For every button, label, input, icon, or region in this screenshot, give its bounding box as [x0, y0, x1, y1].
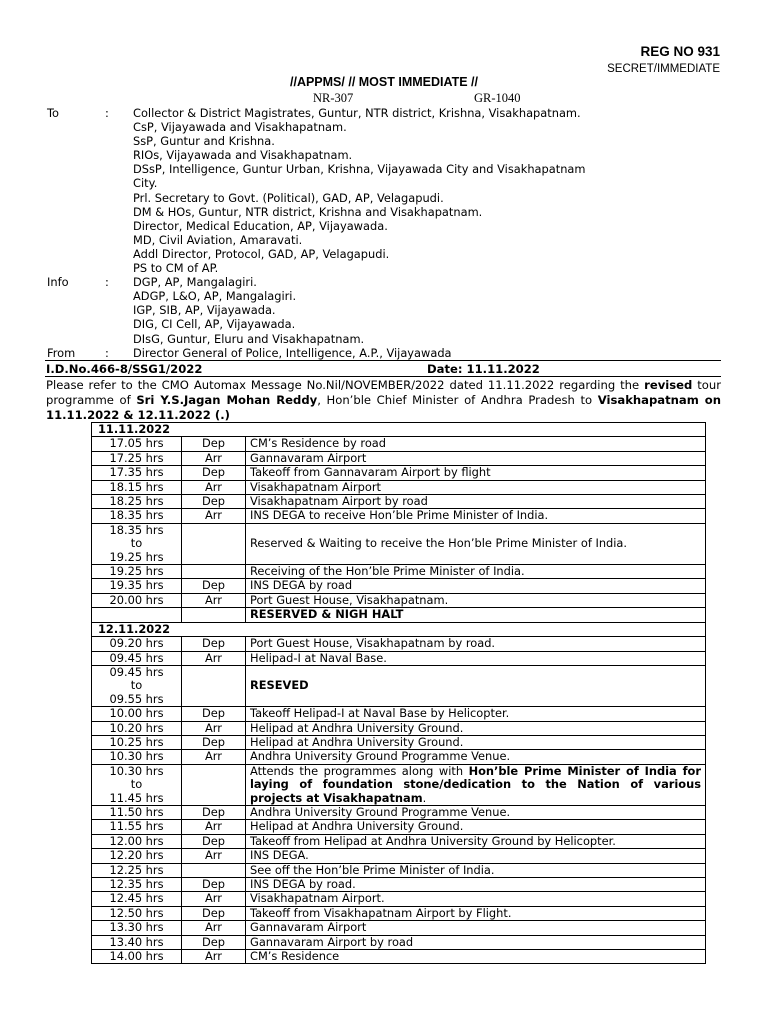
text-run: Hon’ble Prime Minister of India for laying of foundation stone/dedication to the Nation of various projects at Visakhapatnam: [250, 763, 702, 805]
table-row: [92, 906, 706, 920]
table-row: [92, 863, 706, 877]
table-row: [92, 509, 706, 523]
time-range-cell: [92, 665, 182, 706]
mode-cell: [182, 565, 246, 579]
mode-cell: Arr: [182, 721, 246, 735]
address-block: [0, 106, 768, 360]
colon: :: [105, 106, 109, 120]
nr-number: NR-307: [313, 91, 354, 105]
mode-cell: Dep: [182, 878, 246, 892]
table-row: [92, 665, 706, 706]
table-row: [92, 820, 706, 834]
time-start: 09.45 hrs: [109, 664, 164, 679]
to-recipient: Director, Medical Education, AP, Vijayawada.: [133, 218, 388, 233]
day-heading: 12.11.2022: [92, 622, 706, 636]
colon: :: [105, 345, 109, 360]
time-cell: 19.35 hrs: [92, 579, 182, 593]
mode-cell: Arr: [182, 750, 246, 764]
time-cell: 13.40 hrs: [92, 935, 182, 949]
divider: [45, 360, 721, 361]
time-cell: 09.45 hrs: [92, 651, 182, 665]
mode-cell: Dep: [182, 579, 246, 593]
to-recipient: Collector & District Magistrates, Guntur, NTR district, Krishna, Visakhapatnam.: [133, 106, 581, 120]
time-end: 09.55 hrs: [109, 691, 164, 706]
desc-cell: INS DEGA by road.: [246, 878, 706, 892]
address-line: [0, 261, 768, 275]
time-cell: 11.55 hrs: [92, 820, 182, 834]
time-end: 11.45 hrs: [109, 790, 164, 805]
table-row: [92, 593, 706, 607]
desc-cell: Takeoff Helipad-I at Naval Base by Helicopter.: [246, 707, 706, 721]
time-cell: 13.30 hrs: [92, 921, 182, 935]
mode-cell: Dep: [182, 437, 246, 451]
table-row: [92, 637, 706, 651]
to-recipient: DSsP, Intelligence, Guntur Urban, Krishna, Vijayawada City and Visakhapatnam: [133, 162, 586, 177]
to-recipient: RIOs, Vijayawada and Visakhapatnam.: [133, 148, 353, 163]
text-run: Visakhapatnam on 11.11.2022 & 12.11.2022 (.): [46, 392, 721, 422]
address-line: [0, 332, 768, 346]
colon: :: [105, 275, 109, 290]
desc-cell: INS DEGA by road: [246, 579, 706, 593]
info-recipient: ADGP, L&O, AP, Mangalagiri.: [133, 289, 297, 304]
mode-cell: Arr: [182, 849, 246, 863]
time-cell: 12.45 hrs: [92, 892, 182, 906]
desc-cell: CM’s Residence: [246, 950, 706, 964]
table-row: [92, 805, 706, 819]
desc-cell: Takeoff from Visakhapatnam Airport by Flight.: [246, 906, 706, 920]
to-recipient: MD, Civil Aviation, Amaravati.: [133, 232, 303, 247]
time-cell: 11.50 hrs: [92, 805, 182, 819]
table-row: [92, 480, 706, 494]
classification-label: SECRET/IMMEDIATE: [607, 63, 720, 75]
body-paragraph: [46, 378, 721, 422]
mode-cell: [182, 665, 246, 706]
table-row: [92, 721, 706, 735]
day-heading: 11.11.2022: [92, 423, 706, 437]
schedule-table: [91, 422, 706, 964]
table-row: [92, 466, 706, 480]
time-cell: 20.00 hrs: [92, 593, 182, 607]
address-line: [0, 134, 768, 148]
desc-cell: Andhra University Ground Programme Venue.: [246, 750, 706, 764]
desc-cell: Helipad at Andhra University Ground.: [246, 735, 706, 749]
mode-cell: Dep: [182, 466, 246, 480]
desc-cell: See off the Hon’ble Prime Minister of India.: [246, 863, 706, 877]
time-cell: 10.25 hrs: [92, 735, 182, 749]
to-recipient: City.: [133, 176, 158, 191]
table-row: [92, 437, 706, 451]
text-run: Please refer to the CMO Automax Message No.Nil/NOVEMBER/2022 dated 11.11.2022 regarding the: [46, 378, 645, 392]
desc-cell: RESEVED: [246, 665, 706, 706]
time-cell: 10.30 hrs: [92, 750, 182, 764]
desc-cell: Visakhapatnam Airport by road: [246, 495, 706, 509]
time-cell: 10.20 hrs: [92, 721, 182, 735]
to-recipient: PS to CM of AP.: [133, 261, 219, 276]
to-recipient: Prl. Secretary to Govt. (Political), GAD, AP, Velagapudi.: [133, 190, 444, 205]
mode-cell: [182, 764, 246, 805]
mode-cell: Arr: [182, 651, 246, 665]
text-run: Sri Y.S.Jagan Mohan Reddy: [136, 392, 318, 407]
time-cell: 12.25 hrs: [92, 863, 182, 877]
mode-cell: Dep: [182, 495, 246, 509]
text-run: Attends the programmes along with: [250, 763, 469, 778]
desc-cell: Port Guest House, Visakhapatnam.: [246, 593, 706, 607]
desc-cell: Takeoff from Helipad at Andhra University Ground by Helicopter.: [246, 834, 706, 848]
mode-cell: Arr: [182, 892, 246, 906]
time-cell: 12.35 hrs: [92, 878, 182, 892]
mode-cell: Arr: [182, 921, 246, 935]
mode-cell: [182, 608, 246, 622]
desc-cell: Visakhapatnam Airport: [246, 480, 706, 494]
table-row: [92, 707, 706, 721]
mode-cell: [182, 863, 246, 877]
desc-cell: Andhra University Ground Programme Venue.: [246, 805, 706, 819]
desc-cell: Port Guest House, Visakhapatnam by road.: [246, 637, 706, 651]
address-line: [0, 247, 768, 261]
desc-cell: Reserved & Waiting to receive the Hon’ble Prime Minister of India.: [246, 523, 706, 564]
time-start: 10.30 hrs: [109, 763, 164, 778]
mode-cell: Arr: [182, 509, 246, 523]
mode-cell: Arr: [182, 593, 246, 607]
time-to: to: [130, 536, 143, 551]
address-line: [0, 219, 768, 233]
text-run: , Hon’ble Chief Minister of Andhra Pradesh to: [317, 392, 598, 407]
info-recipient: DGP, AP, Mangalagiri.: [133, 275, 257, 290]
table-row: [92, 764, 706, 805]
reg-number: REG NO 931: [640, 44, 720, 59]
table-row: [92, 735, 706, 749]
time-cell: 19.25 hrs: [92, 565, 182, 579]
time-cell: 17.35 hrs: [92, 466, 182, 480]
time-cell: 10.00 hrs: [92, 707, 182, 721]
message-title: //APPMS/ // MOST IMMEDIATE //: [290, 75, 478, 89]
desc-cell: INS DEGA.: [246, 849, 706, 863]
to-recipient: Addl Director, Protocol, GAD, AP, Velagapudi.: [133, 246, 390, 261]
info-label: Info: [47, 275, 69, 290]
mode-cell: Dep: [182, 637, 246, 651]
info-recipient: IGP, SIB, AP, Vijayawada.: [133, 303, 276, 318]
mode-cell: [182, 523, 246, 564]
time-cell: 18.35 hrs: [92, 509, 182, 523]
mode-cell: Dep: [182, 935, 246, 949]
time-range-cell: [92, 523, 182, 564]
desc-cell: Helipad-I at Naval Base.: [246, 651, 706, 665]
mode-cell: Arr: [182, 451, 246, 465]
mode-cell: Arr: [182, 950, 246, 964]
text-run: revised: [644, 378, 693, 392]
time-cell: 12.50 hrs: [92, 906, 182, 920]
date-row: [92, 423, 706, 437]
text-run: .: [422, 790, 427, 805]
desc-cell: Helipad at Andhra University Ground.: [246, 820, 706, 834]
mode-cell: Arr: [182, 480, 246, 494]
time-cell: 17.05 hrs: [92, 437, 182, 451]
address-line: [0, 289, 768, 303]
mode-cell: Dep: [182, 707, 246, 721]
desc-cell: RESERVED & NIGH HALT: [246, 608, 706, 622]
gr-number: GR-1040: [474, 91, 521, 105]
time-range-cell: [92, 764, 182, 805]
address-line: [0, 148, 768, 162]
time-cell: 09.20 hrs: [92, 637, 182, 651]
time-cell: [92, 608, 182, 622]
text-run: tour programme of: [46, 378, 721, 407]
table-row: [92, 651, 706, 665]
desc-cell: Receiving of the Hon’ble Prime Minister of India.: [246, 565, 706, 579]
desc-cell: [246, 764, 706, 805]
desc-cell: INS DEGA to receive Hon’ble Prime Minister of India.: [246, 509, 706, 523]
table-row: [92, 523, 706, 564]
time-cell: 12.00 hrs: [92, 834, 182, 848]
address-line: [0, 233, 768, 247]
table-row: [92, 849, 706, 863]
mode-cell: Dep: [182, 805, 246, 819]
table-row: [92, 565, 706, 579]
mode-cell: Arr: [182, 820, 246, 834]
to-recipient: DM & HOs, Guntur, NTR district, Krishna and Visakhapatnam.: [133, 204, 483, 219]
time-end: 19.25 hrs: [109, 549, 164, 564]
table-row: [92, 750, 706, 764]
mode-cell: Dep: [182, 735, 246, 749]
address-line: [0, 176, 768, 190]
to-label: To: [47, 106, 59, 120]
table-row: [92, 608, 706, 622]
table-row: [92, 878, 706, 892]
time-to: to: [130, 678, 143, 693]
table-row: [92, 451, 706, 465]
time-cell: 17.25 hrs: [92, 451, 182, 465]
address-line: [0, 205, 768, 219]
table-row: [92, 921, 706, 935]
address-line: [0, 275, 768, 289]
address-line: [0, 120, 768, 134]
message-date: Date: 11.11.2022: [427, 362, 540, 376]
from-label: From: [47, 345, 76, 360]
table-row: [92, 950, 706, 964]
info-recipient: DIG, CI Cell, AP, Vijayawada.: [133, 317, 296, 332]
mode-cell: Dep: [182, 834, 246, 848]
table-row: [92, 935, 706, 949]
address-line: [0, 346, 768, 360]
table-row: [92, 579, 706, 593]
address-line: [0, 106, 768, 120]
table-row: [92, 495, 706, 509]
mode-cell: Dep: [182, 906, 246, 920]
desc-cell: Visakhapatnam Airport.: [246, 892, 706, 906]
desc-cell: Takeoff from Gannavaram Airport by flight: [246, 466, 706, 480]
desc-cell: Gannavaram Airport: [246, 921, 706, 935]
table-row: [92, 834, 706, 848]
desc-cell: Gannavaram Airport: [246, 451, 706, 465]
table-row: [92, 892, 706, 906]
time-start: 18.35 hrs: [109, 522, 164, 537]
desc-cell: Helipad at Andhra University Ground.: [246, 721, 706, 735]
time-cell: 14.00 hrs: [92, 950, 182, 964]
time-cell: 18.15 hrs: [92, 480, 182, 494]
divider: [45, 376, 721, 377]
time-to: to: [130, 777, 143, 792]
from-sender: Director General of Police, Intelligence, A.P., Vijayawada: [133, 345, 452, 360]
desc-cell: CM’s Residence by road: [246, 437, 706, 451]
time-cell: 12.20 hrs: [92, 849, 182, 863]
desc-cell: Gannavaram Airport by road: [246, 935, 706, 949]
to-recipient: SsP, Guntur and Krishna.: [133, 134, 275, 149]
address-line: [0, 303, 768, 317]
info-recipient: DIsG, Guntur, Eluru and Visakhapatnam.: [133, 331, 365, 346]
address-line: [0, 191, 768, 205]
date-row: [92, 622, 706, 636]
to-recipient: CsP, Vijayawada and Visakhapatnam.: [133, 120, 347, 135]
id-number: I.D.No.466-8/SSG1/2022: [46, 362, 203, 376]
time-cell: 18.25 hrs: [92, 495, 182, 509]
address-line: [0, 162, 768, 176]
address-line: [0, 317, 768, 331]
